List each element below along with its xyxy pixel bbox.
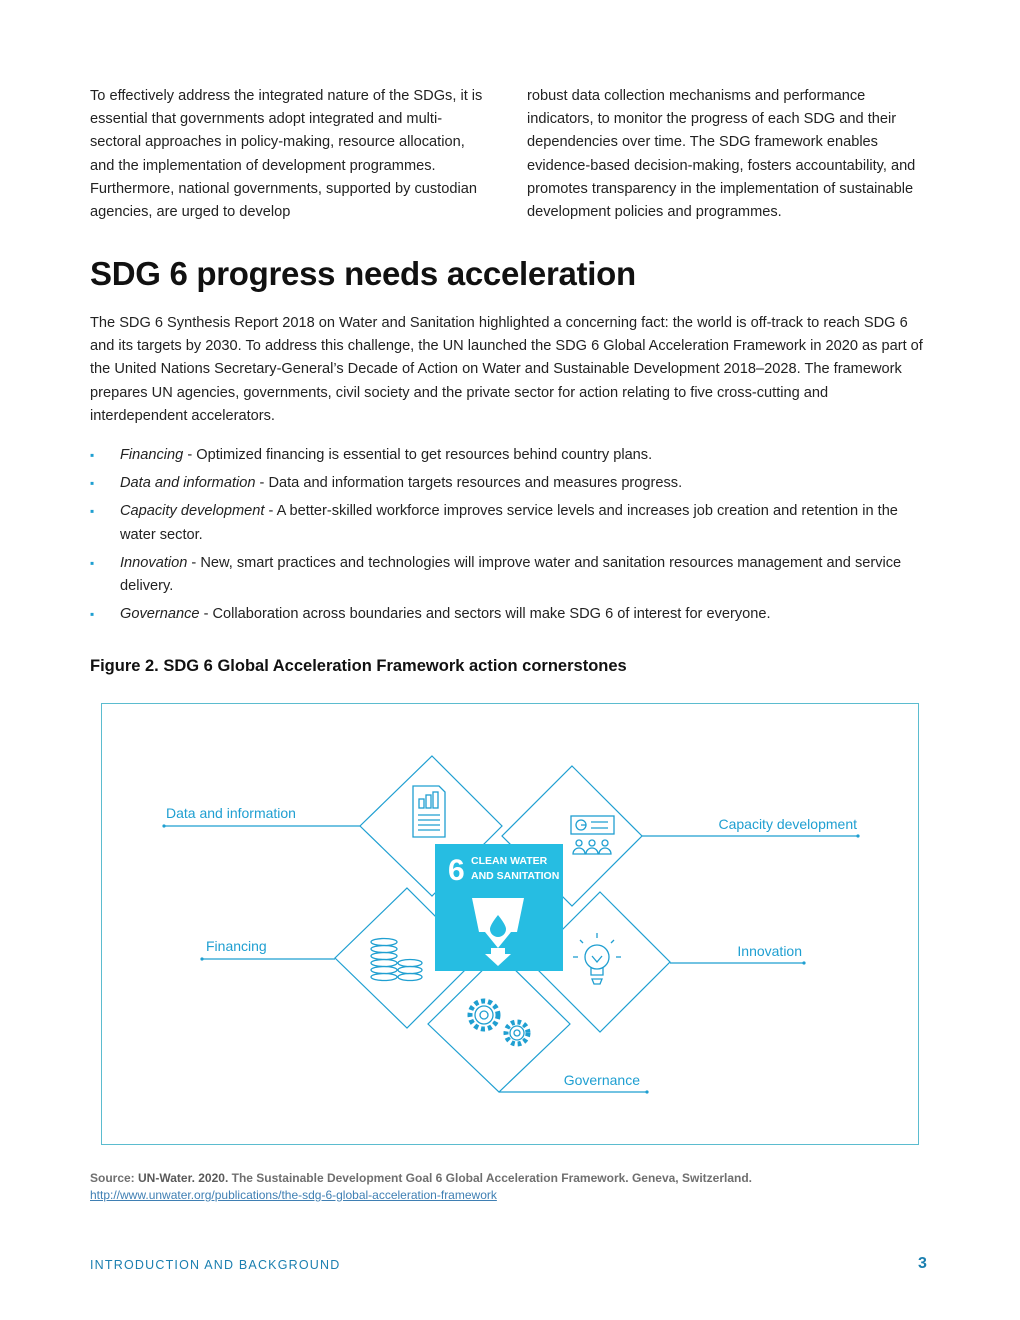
source-text: The Sustainable Development Goal 6 Global Acceleration Framework. Geneva, Switzerland. (228, 1171, 752, 1185)
document-chart-icon (413, 786, 445, 837)
bullet-term: Data and information (120, 475, 256, 492)
bullet-text: - New, smart practices and technologies will improve water and sanitation resources management and service delivery. (120, 554, 902, 595)
leader-dot (645, 1090, 648, 1093)
label-financing: Financing (206, 938, 267, 954)
bullet-term: Capacity development (120, 503, 265, 520)
diamond-governance (428, 954, 570, 1092)
list-item (90, 552, 928, 598)
source-link[interactable]: http://www.unwater.org/publications/the-sdg-6-global-acceleration-framework (90, 1187, 497, 1202)
intro-paragraph: The SDG 6 Synthesis Report 2018 on Water and Sanitation highlighted a concerning fact: the world is off-track to reach SDG 6 and its targets by 2030. To address this challenge, the UN launched the SDG 6 Global Acceleration Framework in 2020 as part of the United Nations Secretary-General’s Decade of Action on Water and Sustainable Development 2018–2028. The framework prepares UN agencies, governments, civil society and the private sector for action relating to five cross-cutting and interdependent accelerators. (90, 315, 923, 424)
sdg-title-line2: AND SANITATION (471, 870, 560, 882)
bullet-term: Financing (120, 447, 184, 463)
coins-icon (371, 939, 422, 981)
list-item (90, 603, 928, 626)
source-citation (90, 1170, 930, 1203)
section-heading: SDG 6 progress needs acceleration (90, 255, 636, 292)
bullet-icon: ▪ (90, 448, 95, 462)
bullet-text: - Optimized financing is essential to get resources behind country plans. (183, 447, 653, 463)
leader-dot (856, 834, 859, 837)
two-column-text (90, 85, 925, 224)
list-item (90, 444, 928, 467)
bullet-icon: ▪ (90, 476, 95, 491)
list-item (90, 500, 928, 546)
sdg-number: 6 (448, 854, 465, 887)
list-item (90, 472, 928, 495)
footer-section-title: INTRODUCTION AND BACKGROUND (90, 1258, 341, 1272)
accelerator-list (90, 444, 928, 631)
bullet-text: - A better-skilled workforce improves service levels and increases job creation and retention in the water sector. (120, 503, 898, 543)
bullet-term: Governance (120, 606, 200, 623)
figure-title: Figure 2. SDG 6 Global Acceleration Framework action cornerstones (90, 657, 627, 675)
source-prefix: Source: (90, 1171, 139, 1185)
leader-dot (200, 957, 203, 960)
label-capacity-development: Capacity development (718, 816, 857, 832)
sdg-title-line1: CLEAN WATER (471, 855, 548, 867)
bullet-term: Innovation (120, 554, 188, 571)
bullet-icon: ▪ (90, 607, 95, 622)
label-governance: Governance (563, 1072, 640, 1088)
source-org: UN-Water. 2020. (138, 1171, 229, 1185)
sdg6-tile (435, 844, 563, 971)
page-number: 3 (918, 1255, 927, 1272)
acceleration-framework-figure (101, 703, 919, 1145)
bullet-icon: ▪ (90, 504, 95, 519)
training-icon (571, 816, 614, 854)
left-column-paragraph: To effectively address the integrated nature of the SDGs, it is essential that governments adopt integrated and multi-sectoral approaches in policy-making, resource allocation, and the implementation of development programmes. Furthermore, national governments, supported by custodian agencies, are urged to develop (90, 88, 483, 221)
bullet-text: - Data and information targets resources and measures progress. (255, 475, 683, 492)
gears-icon (470, 1001, 528, 1044)
leader-dot (162, 824, 165, 827)
bullet-icon: ▪ (90, 555, 95, 570)
lightbulb-icon (573, 933, 621, 984)
leader-dot (802, 961, 805, 964)
label-innovation: Innovation (737, 943, 802, 959)
label-data-information: Data and information (166, 805, 296, 821)
bullet-text: - Collaboration across boundaries and sectors will make SDG 6 of interest for everyone. (199, 606, 771, 623)
right-column-paragraph: robust data collection mechanisms and performance indicators, to monitor the progress of each SDG and their dependencies over time. The SDG framework enables evidence-based decision-making, fosters accountability, and promotes transparency in the implementation of sustainable development policies and programmes. (527, 88, 916, 221)
